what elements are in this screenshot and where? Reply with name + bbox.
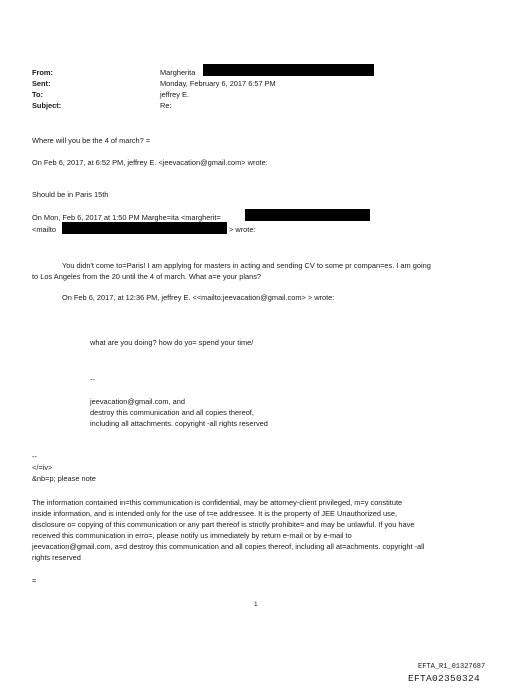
sent-label: Sent: [32,79,51,88]
disclaimer-line-4: received this communication in erro=, please notify us immediately by return e-mail or by e-mail to [32,531,352,540]
dashes-2: -- [32,452,37,461]
to-value: jeffrey E. [160,90,190,99]
div-close-artifact: </=iv> [32,463,53,472]
body-line-quote-header-2a: On Mon, Feb 6, 2017 at 1:50 PM Marghe=ita <margherit= [32,213,221,222]
to-label: To: [32,90,43,99]
subject-value: Re: [160,101,172,110]
redaction-email-1 [245,209,370,221]
body-line-question-2: what are you doing? how do yo= spend your time/ [90,338,254,347]
subject-label: Subject: [32,101,62,110]
footer-bates-id-1: EFTA_R1_01327687 [418,663,486,671]
body-line-question: Where will you be the 4 of march? = [32,136,151,145]
body-line-quote-header-2b-start: <mailto [32,225,57,234]
body-line-quote-header-1: On Feb 6, 2017, at 6:52 PM, jeffrey E. <jeevacation@gmail.com> wrote: [32,158,268,167]
signature-line-2: destroy this communication and all copies thereof, [90,408,254,417]
disclaimer-line-5: jeevacation@gmail.com, a=d destroy this communication and all copies thereof, including all at=achments. copyright -all [32,542,425,551]
disclaimer-line-3: disclosure o= copying of this communication or any part thereof is strictly prohibite= and may be unlawful. If you have [32,520,415,529]
signature-line-1: jeevacation@gmail.com, and [90,397,186,406]
trailing-equals: = [32,576,37,585]
disclaimer-line-1: The information contained in=this communication is confidential, may be attorney-client privileged, m=y constitute [32,498,403,507]
page-number: 1 [254,601,258,608]
body-line-reply: Should be in Paris 15th [32,190,109,199]
redaction-from [203,64,374,76]
signature-dashes: -- [90,375,95,384]
footer-bates-id-2: EFTA02350324 [408,673,481,684]
body-line-quote-header-3: On Feb 6, 2017, at 12:36 PM, jeffrey E. <<mailto:jeevacation@gmail.com> > wrote: [62,293,335,302]
nbsp-line: &nb=p; please note [32,474,96,483]
redaction-email-2 [62,222,227,234]
sent-value: Monday, February 6, 2017 6:57 PM [160,79,276,88]
quoted-paragraph-line-1: You didn't come to=Paris! I am applying for masters in acting and sending CV to some pr compan=es. I am going [62,261,431,270]
signature-line-3: including all attachments. copyright -all rights reserved [90,419,268,428]
disclaimer-line-2: inside information, and is intended only for the use of t=e addressee. It is the property of JEE Unauthorized use, [32,509,398,518]
from-label: From: [32,68,53,77]
body-line-quote-header-2b-end: > wrote: [229,225,256,234]
from-value: Margherita [160,68,196,77]
disclaimer-line-6: rights reserved [32,553,81,562]
quoted-paragraph-line-2: to Los Angeles from the 20 until the 4 of march. What a=e your plans? [32,272,262,281]
